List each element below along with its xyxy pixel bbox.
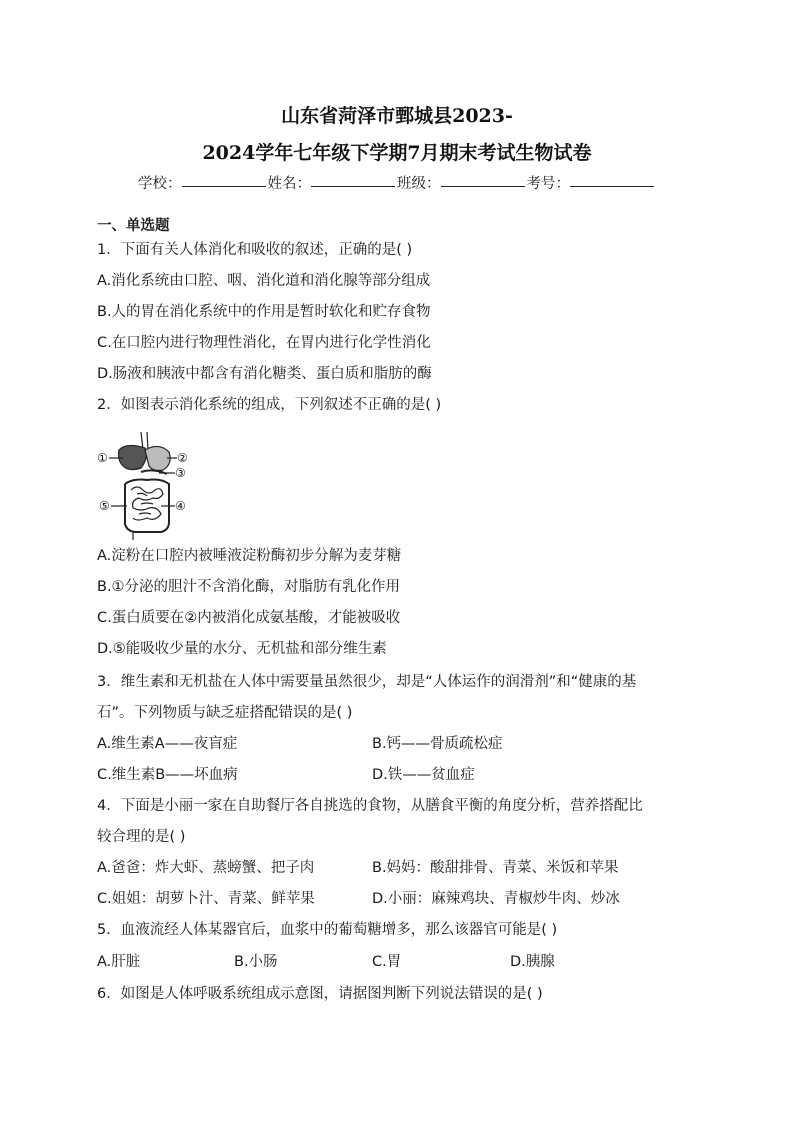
- school-label: 学校：: [138, 176, 182, 192]
- q3-option-c[interactable]: C.维生素B——坏血病: [97, 767, 238, 783]
- q3-stem-line-1: 3．维生素和无机盐在人体中需要量虽然很少，却是“人体运作的润滑剂”和“健康的基: [97, 674, 637, 690]
- exam-title-line-1: 山东省菏泽市鄄城县2023-: [281, 105, 513, 127]
- name-label: 姓名：: [267, 176, 311, 192]
- q4-option-c[interactable]: C.姐姐：胡萝卜汁、青菜、鲜苹果: [97, 891, 315, 907]
- q3-options-row-2: [97, 765, 697, 785]
- q3-option-a[interactable]: A.维生素A——夜盲症: [97, 736, 238, 752]
- school-blank[interactable]: [182, 172, 266, 187]
- q1-option-a[interactable]: A.消化系统由口腔、咽、消化道和消化腺等部分组成: [97, 273, 431, 289]
- figure-label-4: ④: [175, 499, 186, 513]
- q1-stem: 1．下面有关人体消化和吸收的叙述，正确的是( ): [97, 242, 413, 258]
- q1-option-b[interactable]: B.人的胃在消化系统中的作用是暂时软化和贮存食物: [97, 304, 431, 320]
- q1-option-d[interactable]: D.肠液和胰液中都含有消化糖类、蛋白质和脂肪的酶: [97, 366, 432, 382]
- stomach-shape: [145, 446, 170, 470]
- q2-option-a[interactable]: A.淀粉在口腔内被唾液淀粉酶初步分解为麦芽糖: [97, 548, 402, 564]
- class-label: 班级：: [397, 176, 441, 192]
- q4-option-d[interactable]: D.小丽：麻辣鸡块、青椒炒牛肉、炒冰: [372, 891, 620, 907]
- name-blank[interactable]: [311, 172, 395, 187]
- q5-option-b[interactable]: B.小肠: [234, 954, 278, 970]
- q2-option-b[interactable]: B.①分泌的胆汁不含消化酶，对脂肪有乳化作用: [97, 579, 401, 595]
- q6-stem: 6．如图是人体呼吸系统组成示意图，请据图判断下列说法错误的是( ): [97, 986, 543, 1002]
- q4-stem-line-1: 4．下面是小丽一家在自助餐厅各自挑选的食物，从膳食平衡的角度分析，营养搭配比: [97, 798, 643, 814]
- q4-option-b[interactable]: B.妈妈：酸甜排骨、青菜、米饭和苹果: [372, 860, 619, 876]
- q4-options-row-2: [97, 889, 697, 909]
- esophagus-wall: [147, 432, 148, 450]
- figure-label-5: ⑤: [99, 499, 110, 513]
- class-blank[interactable]: [441, 172, 525, 187]
- figure-label-1: ①: [97, 451, 108, 465]
- exam-title-line-2: 2024学年七年级下学期7月期末考试生物试卷: [202, 142, 592, 164]
- q3-option-d[interactable]: D.铁——贫血症: [372, 767, 475, 783]
- q2-stem: 2．如图表示消化系统的组成，下列叙述不正确的是( ): [97, 397, 442, 413]
- digestive-system-figure: [97, 428, 197, 540]
- q5-stem: 5．血液流经人体某器官后，血浆中的葡萄糖增多，那么该器官可能是( ): [97, 922, 558, 938]
- q3-stem-line-2: 石”。下列物质与缺乏症搭配错误的是( ): [97, 705, 353, 721]
- q5-options-row: [97, 952, 697, 972]
- q5-option-c[interactable]: C.胃: [372, 954, 402, 970]
- q2-option-c[interactable]: C.蛋白质要在②内被消化成氨基酸，才能被吸收: [97, 610, 401, 626]
- section-heading: 一、单选题: [97, 218, 170, 234]
- q4-stem-line-2: 较合理的是( ): [97, 829, 186, 845]
- student-info-row: [0, 172, 794, 193]
- figure-label-2: ②: [177, 451, 188, 465]
- number-blank[interactable]: [570, 172, 654, 187]
- number-label: 考号：: [526, 176, 570, 192]
- q5-option-a[interactable]: A.肝脏: [97, 954, 141, 970]
- q1-option-c[interactable]: C.在口腔内进行物理性消化，在胃内进行化学性消化: [97, 335, 431, 351]
- q3-option-b[interactable]: B.钙——骨质疏松症: [372, 736, 503, 752]
- q4-options-row-1: [97, 858, 697, 878]
- q5-option-d[interactable]: D.胰腺: [510, 954, 555, 970]
- figure-label-3: ③: [175, 466, 186, 480]
- q3-options-row-1: [97, 734, 697, 754]
- small-intestine-folds: [137, 493, 153, 514]
- q2-option-d[interactable]: D.⑤能吸收少量的水分、无机盐和部分维生素: [97, 641, 387, 657]
- q4-option-a[interactable]: A.爸爸：炸大虾、蒸螃蟹、把子肉: [97, 860, 315, 876]
